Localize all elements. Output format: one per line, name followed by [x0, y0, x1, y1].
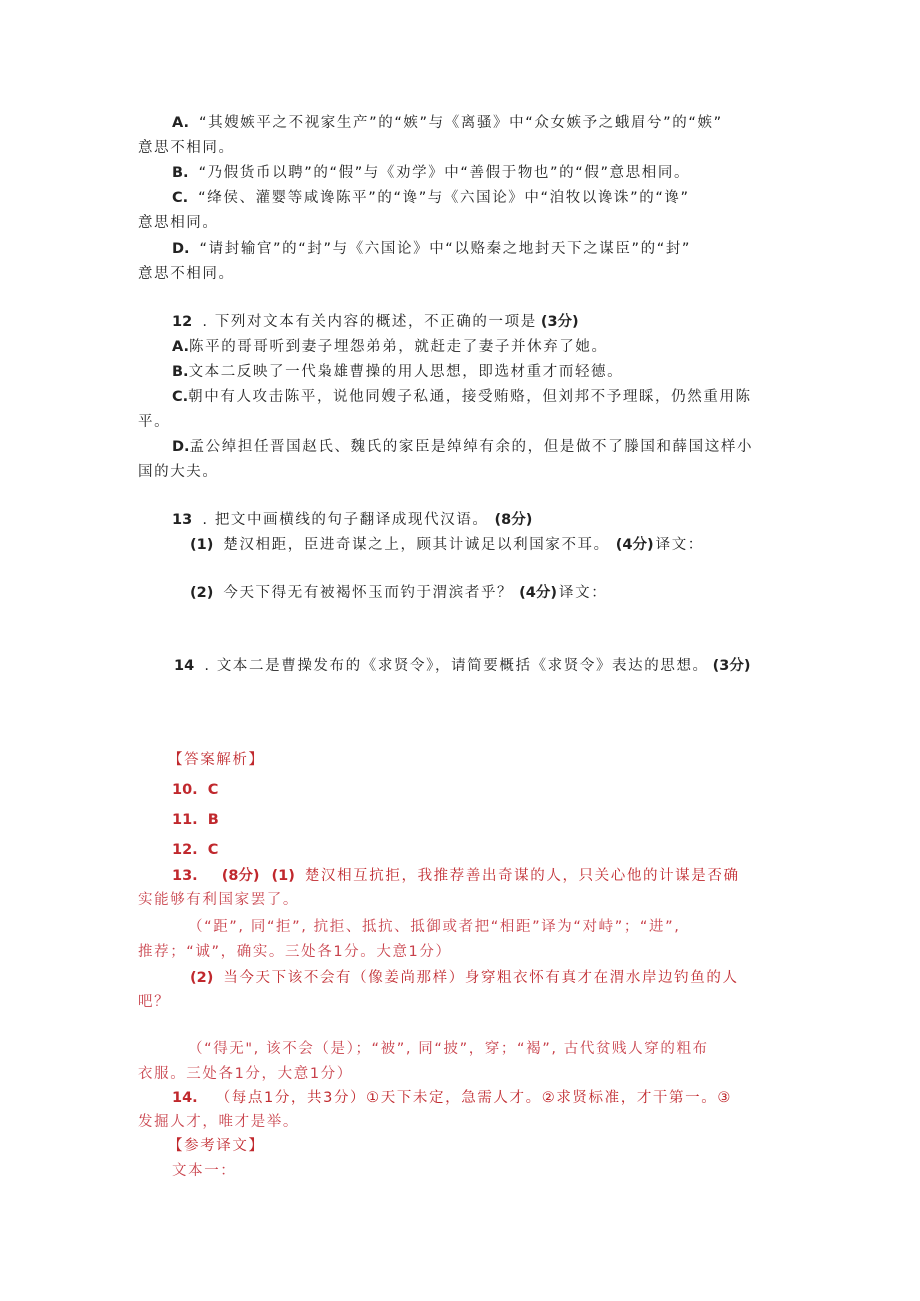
answer-number: 13. — [172, 868, 198, 884]
option-label: D. — [172, 439, 190, 455]
question-score: (8分) — [494, 512, 533, 528]
sub-label: (1) — [190, 537, 214, 553]
answer-text-cont: 实能够有利国家罢了。 — [138, 892, 299, 908]
answer-number: 10. — [172, 782, 198, 798]
answer-number: 12. — [172, 842, 198, 858]
question-stem: . 把文中画横线的句子翻译成现代汉语。 — [196, 512, 489, 528]
sub-label: (2) — [190, 970, 214, 986]
question-score: (3分) — [712, 658, 751, 674]
question-number: 14 — [174, 658, 195, 674]
sub-text: 今天下得无有被褐怀玉而钓于渭滨者乎？ — [223, 585, 514, 601]
reference-translation-heading: 【参考译文】 — [168, 1138, 265, 1154]
sub-text: 楚汉相距，臣进奇谋之上，顾其计诚足以利国家不耳。 — [223, 537, 610, 553]
answer-score: (8分) — [221, 868, 260, 884]
option-label: B. — [172, 165, 189, 181]
option-label: B. — [172, 364, 189, 380]
sub-label: (1) — [271, 868, 295, 884]
sub-score: (4分) — [519, 585, 557, 601]
answer-number: 14. — [172, 1090, 198, 1106]
option-text: “绛侯、灌婴等咸谗陈平”的“谗”与《六国论》中“洎牧以谗诛”的“谗” — [198, 190, 690, 206]
option-text: “其嫂嫉平之不视家生产”的“嫉”与《离骚》中“众女嫉予之蛾眉兮”的“嫉” — [199, 115, 723, 131]
option-text: 孟公绰担任晋国赵氏、魏氏的家臣是绰绰有余的，但是做不了滕国和薛国这样小 — [189, 439, 754, 455]
option-label: C. — [172, 190, 189, 206]
option-text-cont: 意思不相同。 — [138, 140, 235, 156]
option-label: D. — [172, 241, 190, 257]
text-one-label: 文本一： — [172, 1163, 237, 1179]
question-stem: . 下列对文本有关内容的概述，不正确的一项是 — [196, 314, 537, 330]
answer-value: C — [207, 842, 219, 858]
option-text: 陈平的哥哥听到妻子埋怨弟弟，就赶走了妻子并休弃了她。 — [189, 339, 608, 355]
answer-value: B — [207, 812, 219, 828]
option-text: 文本二反映了一代枭雄曹操的用人思想，即选材重才而轻德。 — [188, 364, 624, 380]
option-label: A. — [172, 115, 189, 131]
answer-text-cont: 发掘人才，唯才是举。 — [138, 1114, 299, 1130]
question-stem: . 文本二是曹操发布的《求贤令》，请简要概括《求贤令》表达的思想。 — [198, 658, 709, 674]
answer-note-cont: 衣服。三处各1分，大意1分） — [138, 1066, 353, 1082]
answer-text-cont: 吧？ — [138, 994, 171, 1010]
answer-text: 楚汉相互抗拒，我推荐善出奇谋的人，只关心他的计谋是否确 — [304, 868, 740, 884]
translation-prompt: 译文： — [559, 585, 608, 601]
answer-note: （“得无", 该不会（是）；“被”, 同“披”，穿；“褐”, 古代贫贱人穿的粗布 — [188, 1041, 709, 1057]
sub-label: (2) — [190, 585, 214, 601]
option-label: A. — [172, 339, 189, 355]
answer-note: （“距”, 同“拒”, 抗拒、抵抗、抵御或者把“相距”译为“对峙”；“进”, — [188, 919, 681, 935]
question-number: 12 — [172, 314, 193, 330]
option-text-cont: 意思相同。 — [138, 215, 219, 231]
answer-text: 当今天下该不会有（像姜尚那样）身穿粗衣怀有真才在渭水岸边钓鱼的人 — [223, 970, 739, 986]
answer-text: （每点1分，共3分）①天下未定，急需人才。②求贤标准，才干第一。③ — [215, 1090, 732, 1106]
answer-note-cont: 推荐；“诚”，确实。三处各1分。大意1分） — [138, 944, 452, 960]
question-score: (3分) — [540, 314, 579, 330]
option-text-cont: 意思不相同。 — [138, 266, 235, 282]
answer-heading: 【答案解析】 — [168, 752, 265, 768]
answer-number: 11. — [172, 812, 198, 828]
option-text: “请封输官”的“封”与《六国论》中“以赂秦之地封天下之谋臣”的“封” — [199, 241, 692, 257]
option-label: C. — [172, 389, 189, 405]
answer-value: C — [207, 782, 219, 798]
translation-prompt: 译文： — [655, 537, 704, 553]
option-text-cont: 平。 — [138, 414, 171, 430]
sub-score: (4分) — [615, 537, 654, 553]
option-text: “乃假货币以聘”的“假”与《劝学》中“善假于物也”的“假”意思相同。 — [198, 165, 691, 181]
question-number: 13 — [172, 512, 193, 528]
option-text-cont: 国的大夫。 — [138, 464, 219, 480]
option-text: 朝中有人攻击陈平，说他同嫂子私通，接受贿赂，但刘邦不予理睬，仍然重用陈 — [188, 389, 752, 405]
